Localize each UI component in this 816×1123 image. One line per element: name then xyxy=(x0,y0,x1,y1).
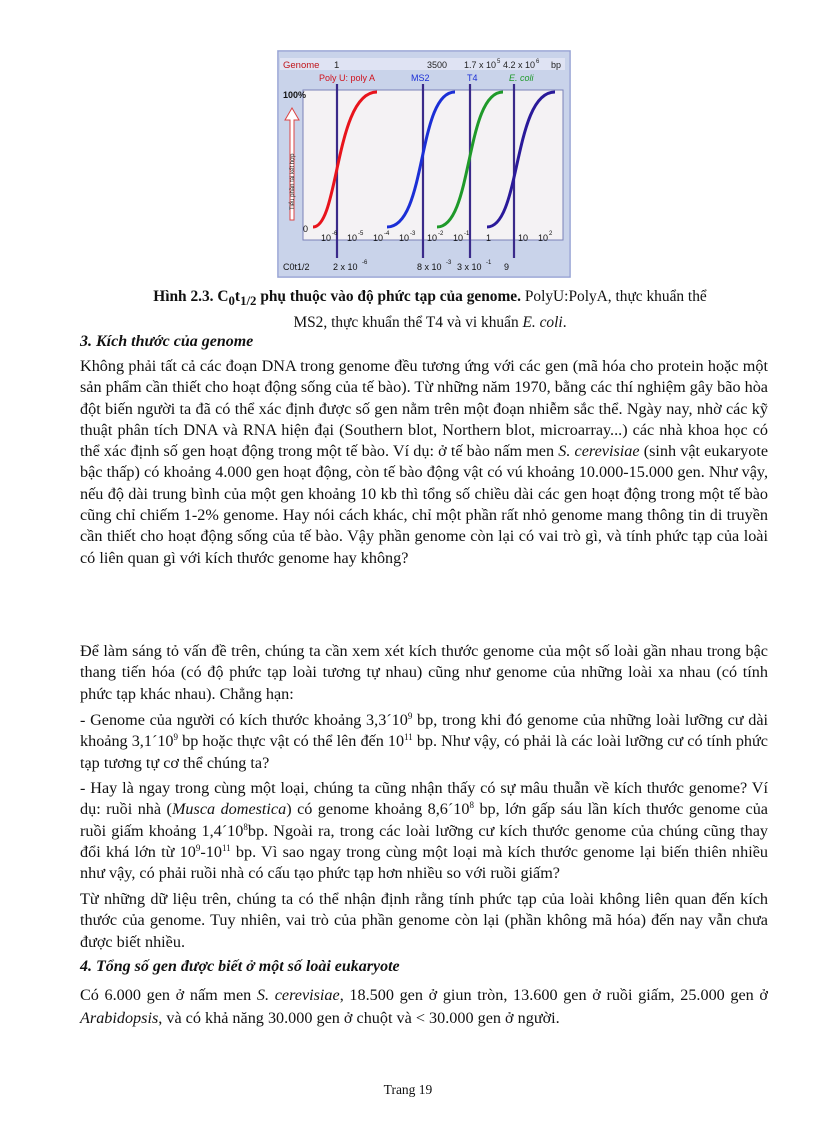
cot-value-t4: 3 x 10 xyxy=(457,262,482,272)
genome-size-t4: 1.7 x 10 xyxy=(464,60,497,70)
x-ticks xyxy=(321,231,553,243)
x-tick-8: 10 xyxy=(518,233,529,243)
s4p1-italic-1: S. cerevisiae xyxy=(256,986,340,1004)
caption-rest-a: PolyU:PolyA, thực khuẩn thể xyxy=(520,288,707,305)
cot-value-ecoli: 9 xyxy=(504,262,510,272)
x-tick-5-exp: -2 xyxy=(438,231,444,237)
s3p4-sup2: 8 xyxy=(243,821,248,832)
x-tick-2: 10 xyxy=(347,233,358,243)
s3p3-b: bp, trong khi đó genome của những loài lưỡng cư dài khoảng 3,1´10 xyxy=(80,711,769,751)
s3p4-a: - Hay là ngay trong cùng một loại, chúng ta cũng nhận thấy có sự mâu thuẫn về kích thước genome? Ví dụ: ruồi nhà ( xyxy=(80,779,768,819)
s3p3-d: bp. Như vậy, có phải là các loài lưỡng cư có tính phức tạp tương tự cơ thể chúng ta? xyxy=(80,732,768,772)
s3p4-b: ) có genome khoảng 8,6´10 xyxy=(286,800,470,819)
x-tick-5: 10 xyxy=(427,233,438,243)
x-tick-9-exp: 2 xyxy=(549,231,553,237)
section-3-paragraph-2: Để làm sáng tỏ vấn đề trên, chúng ta cần xem xét kích thước genome của một số loài gần nhau trong bậc thang tiến hóa (có độ phức tạp loài tương tự nhau) cũng như genome của những loài xa nhau (có tính phức tạp khác nhau). Chẳng hạn: xyxy=(80,642,768,703)
s3p1-a: Không phải tất cả các đoạn DNA trong genome đều tương ứng với các gen (mã hóa cho protein hoặc một sản phẩm cần thiết cho hoạt động sống của tế bào). Từ những năm 1970, bằng các thí nghiệm gây bão hòa đột biến người ta đã có thể xác định được số gen nằm trên một đoạn nhiễm sắc thể. Ngày nay, nhờ các kỹ thuật phân tích DNA và RNA hiện đại (Southern blot, Northern blot, microarray...) các nhà khoa học có thể xác định số gen hoạt động trong một tế bào. Ví dụ: ở tế bào nấm men xyxy=(80,357,768,461)
x-tick-4-exp: -3 xyxy=(410,231,416,237)
s3p4-italic: Musca domestica xyxy=(171,800,287,819)
s4p1-c: , và có khả năng 30.000 gen ở chuột và < 30.000 gen ở người. xyxy=(158,1009,560,1027)
x-tick-9: 10 xyxy=(538,233,549,243)
s3p4-sup3: 9 xyxy=(195,842,201,853)
s3p4-d: bp. Ngoài ra, trong các loài lưỡng cư kích thước genome của chúng cũng thay đổi khá lớn từ 10 xyxy=(80,821,768,861)
s4p1-a: Có 6.000 gen ở nấm men xyxy=(80,986,257,1004)
genome-label: Genome xyxy=(283,60,320,71)
genome-size-ms2: 3500 xyxy=(427,60,448,70)
section-4-paragraph-1 xyxy=(80,984,768,1030)
caption-sub-half: 1/2 xyxy=(240,294,257,309)
y-axis-top-label: 100% xyxy=(283,90,307,100)
s3p4-f: bp. Vì sao ngay trong cùng một loại mà kích thước genome lại biến thiên nhiều như vậy, có phải ruồi nhà có cấu tạo phức tạp hơn nhiều so với ruồi giấm? xyxy=(80,842,768,883)
page-number: Trang 19 xyxy=(383,1082,433,1097)
caption-bold-c: phụ thuộc vào độ phức tạp của genome. xyxy=(256,288,521,305)
x-tick-7: 1 xyxy=(486,233,492,243)
x-tick-4: 10 xyxy=(399,233,410,243)
s3p1-italic: S. cerevisiae xyxy=(558,442,640,461)
x-tick-3: 10 xyxy=(373,233,384,243)
caption-end: . xyxy=(562,314,567,332)
cot-value-ms2: 8 x 10 xyxy=(417,262,442,272)
series-label-t4: T4 xyxy=(467,73,478,83)
genome-size-ecoli-exp: 6 xyxy=(536,59,540,65)
s3p3-c: bp hoặc thực vật có thể lên đến 10 xyxy=(178,732,405,751)
caption-rest-b: MS2, thực khuẩn thể T4 và vi khuẩn xyxy=(293,314,523,332)
genome-size-t4-exp: 5 xyxy=(497,59,501,65)
section-4-heading: 4. Tổng số gen được biết ở một số loài eukaryote xyxy=(80,958,400,975)
figure-caption xyxy=(80,286,780,333)
x-tick-2-exp: -5 xyxy=(358,231,364,237)
s3p3-a: - Genome của người có kích thước khoảng 3,3´10 xyxy=(80,711,408,729)
series-label-polyu: Poly U: poly A xyxy=(319,73,376,83)
x-tick-1-exp: -6 xyxy=(332,231,338,237)
x-tick-6: 10 xyxy=(453,233,464,243)
y-axis-label: Tiểu phần tái kết hợp xyxy=(290,153,296,210)
s3p3-sup3: 11 xyxy=(404,732,413,743)
cot-value-polyu-exp: -6 xyxy=(362,260,368,266)
caption-bold-b: t xyxy=(234,288,241,305)
cot-value-ms2-exp: -3 xyxy=(446,260,452,266)
section-3-paragraph-3 xyxy=(80,710,768,774)
section-3-heading: 3. Kích thước của genome xyxy=(80,333,254,350)
series-label-ms2: MS2 xyxy=(411,73,430,83)
cot-curve-chart xyxy=(277,50,571,278)
cot-curve-figure xyxy=(277,50,571,278)
caption-sub-0: 0 xyxy=(228,294,235,309)
x-tick-3-exp: -4 xyxy=(384,231,390,237)
caption-italic: E. coli xyxy=(522,314,563,332)
section-3-paragraph-4 xyxy=(80,778,768,884)
s3p4-sup1: 8 xyxy=(469,800,474,811)
x-tick-6-exp: -1 xyxy=(464,231,470,237)
x-tick-1: 10 xyxy=(321,233,332,243)
s3p4-e: -10 xyxy=(200,842,222,861)
genome-size-ecoli: 4.2 x 10 xyxy=(503,60,536,70)
caption-bold xyxy=(153,288,521,309)
genome-size-1: 1 xyxy=(334,60,340,71)
series-label-ecoli: E. coli xyxy=(509,73,534,83)
cot-value-t4-exp: -1 xyxy=(486,260,492,266)
s3p1-b: (sinh vật eukaryote bậc thấp) có khoảng 4.000 gen hoạt động, còn tế bào động vật có vú khoảng 10.000-15.000 gen. Như vậy, nếu độ dài trung bình của một gen khoảng 10 kb thì tổng số chiều dài các gen hoạt động trong một tế bào cũng chỉ chiếm 1-2% genome. Hay nói cách khác, chỉ một phần rất nhỏ genome mang thông tin di truyền cần thiết cho hoạt động sống của tế bào. Vậy phần genome còn lại có vai trò gì, và tính phức tạp của loài có liên quan gì với kích thước genome hay không? xyxy=(80,442,769,567)
s3p4-c: bp, lớn gấp sáu lần kích thước genome của ruồi giấm khoảng 1,4´10 xyxy=(80,800,768,840)
section-3-paragraph-1 xyxy=(80,356,768,569)
cot-half-label: C0t1/2 xyxy=(283,262,310,272)
s4p1-b: , 18.500 gen ở giun tròn, 13.600 gen ở ruồi giấm, 25.000 gen ở xyxy=(339,986,768,1004)
s3p4-sup4: 11 xyxy=(221,842,231,853)
s4p1-italic-2: Arabidopsis xyxy=(80,1009,159,1027)
genome-size-unit: bp xyxy=(551,60,562,70)
cot-value-polyu: 2 x 10 xyxy=(333,262,358,272)
x-axis-zero: 0 xyxy=(303,224,309,234)
caption-bold-a: Hình 2.3. C xyxy=(153,288,229,305)
s3p3-sup2: 9 xyxy=(173,732,179,743)
s3p3-sup1: 9 xyxy=(407,711,413,721)
section-3-paragraph-5: Từ những dữ liệu trên, chúng ta có thể nhận định rằng tính phức tạp của loài không liên quan đến kích thước của genome. Tuy nhiên, vai trò của phần genome còn lại (phần không mã hóa) đến nay vẫn chưa được biết nhiều. xyxy=(80,890,768,951)
